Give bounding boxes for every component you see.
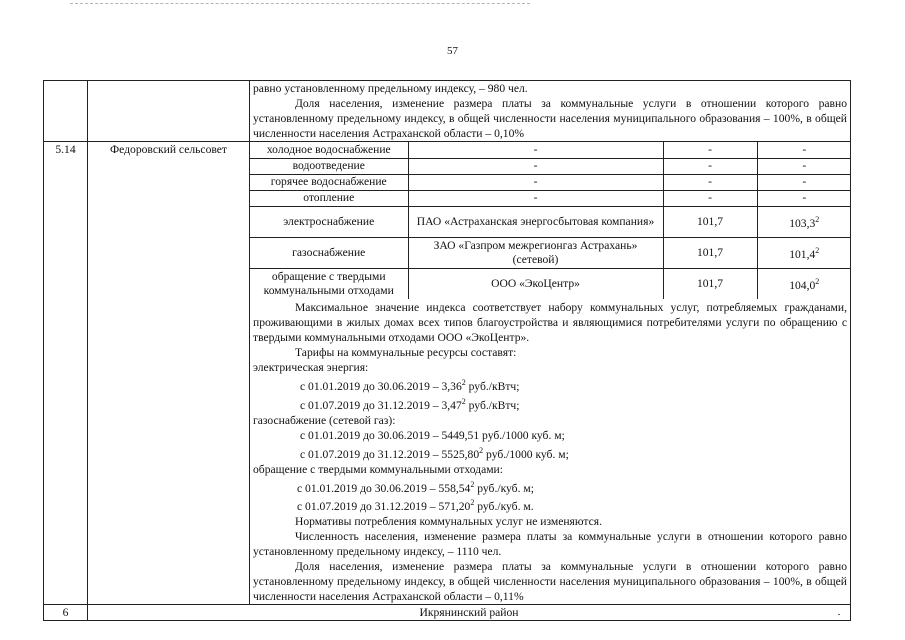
tariff-row xyxy=(250,206,851,237)
service-cell: водоотведение xyxy=(250,158,408,174)
tariff-unit: руб./куб. м; xyxy=(474,481,534,495)
row-number: 6 xyxy=(44,605,88,621)
tariff-notes xyxy=(250,299,850,604)
footnote-marker: 2 xyxy=(461,378,466,387)
waste-tariff-line xyxy=(253,495,847,514)
population-text: Численность населения, изменение размера платы за коммунальные услуги в отношении которого равно установленному предельному индексу, – 1110 чел. xyxy=(253,530,847,559)
continuation-name-cell xyxy=(88,81,250,142)
tariff-row xyxy=(250,158,851,174)
municipality-name: Федоровский сельсовет xyxy=(88,142,250,605)
footnote-marker: 2 xyxy=(815,245,820,255)
index-value: - xyxy=(802,143,807,156)
tariff-unit: руб./кВтч; xyxy=(465,398,520,412)
continuation-share-text: Доля населения, изменение размера платы за коммунальные услуги в отношении которого равно установленному предельному индексу, в общей численности населения муниципального образования – 100%, в общей численности населения Астраханской области – 0,10% xyxy=(253,97,847,140)
index-value: - xyxy=(802,159,807,173)
continuation-row xyxy=(44,81,851,142)
tariff-unit: руб./кВтч; xyxy=(465,379,520,393)
service-cell: газоснабжение xyxy=(250,237,408,268)
index-first-half-cell: 101,7 xyxy=(663,268,757,299)
district-name: Икрянинский район xyxy=(88,605,851,621)
tariff-period-value: с 01.01.2019 до 30.06.2019 – 3,36 xyxy=(300,379,462,393)
service-cell: обращение с твердыми коммунальными отходами xyxy=(250,268,408,299)
electricity-label: электрическая энергия: xyxy=(253,361,369,374)
tariff-row xyxy=(250,190,851,206)
footnote-marker: 2 xyxy=(479,445,484,455)
index-first-half-cell: - xyxy=(663,142,757,158)
tariff-row xyxy=(250,174,851,190)
provider-cell: - xyxy=(408,142,663,158)
gas-label: газоснабжение (сетевой газ): xyxy=(253,413,396,427)
index-value: - xyxy=(802,191,807,205)
index-value: 104,0 xyxy=(789,278,816,292)
tariff-row xyxy=(250,142,851,158)
tariff-table xyxy=(250,142,851,299)
continuation-text-cell xyxy=(250,81,851,142)
row-6 xyxy=(44,605,851,621)
service-cell: холодное водоснабжение xyxy=(250,142,408,158)
footnote-marker: 2 xyxy=(461,396,466,406)
service-cell: электроснабжение xyxy=(250,206,408,237)
index-second-half-cell xyxy=(757,190,851,206)
provider-cell: - xyxy=(408,190,663,206)
footnote-marker: 2 xyxy=(815,214,820,224)
footnote-marker: 2 xyxy=(470,498,475,508)
provider-cell: - xyxy=(408,158,663,174)
service-cell: отопление xyxy=(250,190,408,206)
max-index-text: Максимальное значение индекса соответствует набору коммунальных услуг, потребляемых гражданами, проживающими в жилых домах всех типов благоустройства и являющимися потребителями услуги по обращению с твердыми коммунальными отходами ООО «ЭкоЦентр». xyxy=(253,301,847,344)
provider-cell: ПАО «Астраханская энергосбытовая компания» xyxy=(408,206,663,237)
header-dashed-line xyxy=(70,3,530,4)
tariff-unit: руб./куб. м. xyxy=(474,500,534,514)
tariffs-intro: Тарифы на коммунальные ресурсы составят: xyxy=(295,346,517,359)
index-value: 103,3 xyxy=(789,216,816,230)
footnote-marker: 2 xyxy=(470,479,475,489)
waste-tariff-line xyxy=(253,477,847,496)
provider-cell: ООО «ЭкоЦентр» xyxy=(408,268,663,299)
continuation-number-cell xyxy=(44,81,88,142)
index-second-half-cell xyxy=(757,237,851,268)
scan-dot xyxy=(838,614,840,615)
index-first-half-cell: - xyxy=(663,190,757,206)
index-value: - xyxy=(802,175,807,189)
municipal-table xyxy=(43,80,851,621)
tariff-row xyxy=(250,237,851,268)
service-cell: горячее водоснабжение xyxy=(250,174,408,190)
waste-label: обращение с твердыми коммунальными отходами: xyxy=(253,462,503,476)
tariff-period-value: с 01.07.2019 до 31.12.2019 – 3,47 xyxy=(300,398,462,412)
index-second-half-cell xyxy=(757,206,851,237)
index-second-half-cell xyxy=(757,174,851,190)
electricity-tariff-line xyxy=(253,375,847,394)
electricity-tariffs xyxy=(253,375,847,413)
continuation-population-text: равно установленному предельному индексу, – 980 чел. xyxy=(253,82,528,95)
provider-cell: ЗАО «Газпром межрегионгаз Астрахань» (сетевой) xyxy=(408,237,663,268)
index-first-half-cell: - xyxy=(663,158,757,174)
index-first-half-cell: 101,7 xyxy=(663,206,757,237)
tariff-period-value: с 01.07.2019 до 31.12.2019 – 571,20 xyxy=(297,500,471,514)
row-content-cell xyxy=(250,142,851,605)
gas-tariffs xyxy=(253,428,847,462)
page-number: 57 xyxy=(447,45,458,57)
waste-tariffs xyxy=(253,477,847,515)
row-5-14 xyxy=(44,142,851,605)
tariff-period-value: с 01.01.2019 до 30.06.2019 – 5449,51 руб./1000 куб. м; xyxy=(300,428,565,442)
index-first-half-cell: 101,7 xyxy=(663,237,757,268)
tariff-row xyxy=(250,268,851,299)
norms-text: Нормативы потребления коммунальных услуг не изменяются. xyxy=(295,515,602,529)
index-first-half-cell: - xyxy=(663,174,757,190)
index-second-half-cell xyxy=(757,158,851,174)
tariff-unit: руб./1000 куб. м; xyxy=(483,447,569,461)
electricity-tariff-line xyxy=(253,394,847,413)
index-second-half-cell xyxy=(757,142,851,158)
share-text: Доля населения, изменение размера платы за коммунальные услуги в отношении которого равно установленному предельному индексу, в общей численности населения муниципального образования – 100%, в общей численности населения Астраханской области – 0,11% xyxy=(253,560,847,604)
gas-tariff-line xyxy=(253,443,847,462)
index-second-half-cell xyxy=(757,268,851,299)
tariff-period-value: с 01.07.2019 до 31.12.2019 – 5525,80 xyxy=(300,447,480,461)
gas-tariff-line xyxy=(253,428,847,443)
row-number: 5.14 xyxy=(44,142,88,605)
provider-cell: - xyxy=(408,174,663,190)
tariff-period-value: с 01.01.2019 до 30.06.2019 – 558,54 xyxy=(297,481,471,495)
footnote-marker: 2 xyxy=(815,277,820,287)
index-value: 101,4 xyxy=(789,247,816,261)
